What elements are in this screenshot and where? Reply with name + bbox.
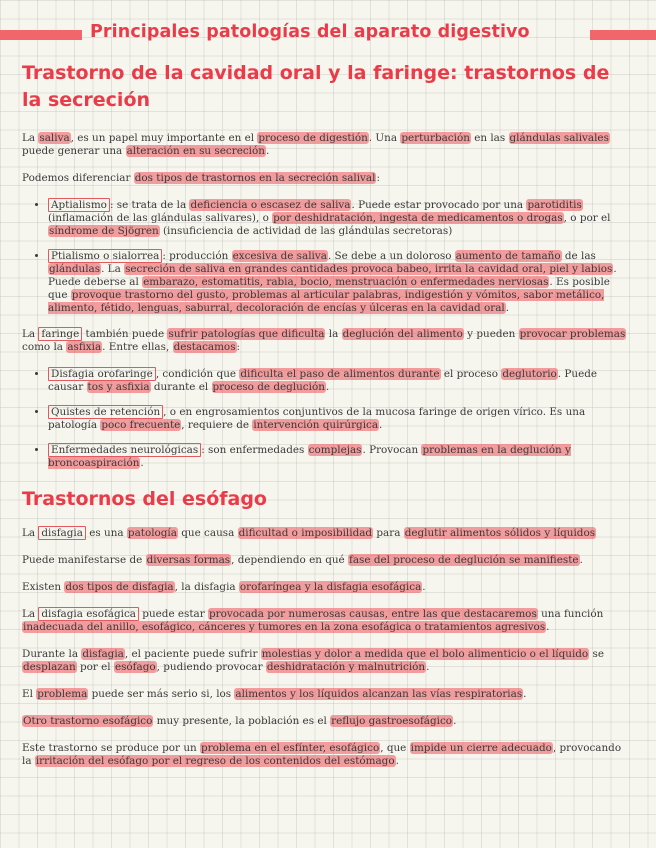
text: , dependiendo en qué [231,554,349,566]
text: puede estar [139,608,209,620]
highlight: deglutir alimentos sólidos y líquidos [404,527,596,539]
highlight: deshidratación y malnutrición [266,661,426,673]
highlight: orofaríngea y la disfagia esofágica [239,581,422,593]
text: , condición que [155,368,240,380]
highlight: sufrir patologías que dificulta [168,328,325,340]
boxed-term: disfagia esofágica [38,607,139,621]
highlight: provoque trastorno del gusto, problemas al articular palabras, indigestión y vómitos, sabor metálico, alimento, fétido, lenguas, saburral, decoloración de encías y úlceras en la cavidad oral [48,289,605,314]
highlight: intervención quirúrgica [253,419,379,431]
text: una función [537,608,604,620]
text: por el [76,661,114,673]
list-item-neurologicas [48,444,630,470]
highlight: problema [37,688,88,700]
highlight: parotiditis [527,199,582,211]
highlight: proceso de deglución [212,381,325,393]
text: . Se debe a un doloroso [327,250,455,262]
text: puede generar una [22,145,126,157]
text: , que [380,742,410,754]
text: para [373,527,404,539]
highlight: dos tipos de trastornos en la secreción salival [134,172,376,184]
boxed-term: Quistes de retención [48,405,163,419]
text: el proceso [440,368,502,380]
highlight: síndrome de Sjögren [49,225,159,237]
highlight: dos tipos de disfagia [65,581,174,593]
section-heading-esofago: Trastornos del esófago [22,488,267,510]
text: , requiere de [181,419,253,431]
text: : producción [162,250,232,262]
text: . [546,621,550,633]
boxed-term: Disfagia orofaringe [48,367,156,381]
highlight: por deshidratación, ingesta de medicamentos o drogas [273,212,563,224]
highlight: dificultad o imposibilidad [238,527,373,539]
highlight: alteración en su secreción [126,145,265,157]
highlight: provocada por numerosas causas, entre las que destacaremos [209,608,537,620]
highlight: poco frecuente [101,419,181,431]
text: durante el [150,381,212,393]
text: también puede [82,328,168,340]
text: . [325,381,330,393]
highlight: deglutorio [502,368,557,380]
text: : se trata de la [109,199,190,211]
highlight: molestias y dolor a medida que el bolo alimenticio o el líquido [261,648,589,660]
document-body [22,60,630,782]
highlight: alimentos y los líquidos alcanzan las vías respiratorias [235,688,523,700]
paragraph-types [22,172,630,185]
paragraph-problema [22,688,630,701]
text: . [140,457,144,469]
highlight: dificulta el paso de alimentos durante [240,368,440,380]
highlight: patología [127,527,177,539]
paragraph-reflujo [22,715,630,728]
highlight: glándulas salivales [509,132,609,144]
highlight: disfagia [82,648,124,660]
paragraph-sintomas [22,648,630,674]
text: en las [470,132,509,144]
text: , la disfagia [174,581,239,593]
pharynx-disorders-list [22,368,630,470]
text: : [236,341,241,353]
section-heading-oral: Trastorno de la cavidad oral y la faringe: trastornos de la secreción [22,62,610,111]
text: y pueden [463,328,519,340]
paragraph-esfinter [22,742,630,768]
highlight: destacamos [173,341,236,353]
text: . [379,419,383,431]
highlight: fase del proceso de deglución se manifieste [349,554,579,566]
text: . [426,661,430,673]
text: La [22,608,39,620]
highlight: tos y asfixia [87,381,150,393]
text: que causa [177,527,238,539]
page-title: Principales patologías del aparato digestivo [90,22,530,42]
text: . [505,302,510,314]
text: , provocando la [22,742,622,767]
text: (inflamación de las glándulas salivares), o [48,212,273,224]
text: . La [101,263,125,275]
text: . [422,581,426,593]
highlight: excesiva de saliva [232,250,327,262]
text: (insuficiencia de actividad de las glándulas secretoras) [159,225,453,237]
text: . [523,688,527,700]
highlight: provocar problemas [519,328,626,340]
text: : [376,172,380,184]
highlight: irritación del esófago por el regreso de los contenidos del estómago [35,755,395,767]
title-decoration-right [590,30,656,40]
text: se [589,648,604,660]
secretion-disorders-list [22,199,630,315]
text: La [22,328,39,340]
title-decoration-left [0,30,82,40]
paragraph-saliva [22,132,630,158]
highlight: saliva [39,132,70,144]
highlight: glándulas [49,263,101,275]
text: . [579,554,583,566]
text: , es un papel muy importante en el [70,132,258,144]
text: Durante la [22,648,82,660]
highlight: desplazan [23,661,76,673]
boxed-term: disfagia [38,526,86,540]
text: es una [85,527,127,539]
highlight: aumento de tamaño [455,250,561,262]
highlight: deglución del alimento [342,328,463,340]
text: La [22,132,39,144]
text: , o en engrosamientos conjuntivos de la mucosa faringe de origen vírico. Es una patología [48,406,586,431]
text: : son enfermedades [201,444,308,456]
text: . [265,145,270,157]
highlight: secreción de saliva en grandes cantidades provoca babeo, irrita la cavidad oral, piel y labios [125,263,613,275]
highlight: impide un cierre adecuado [410,742,552,754]
text: la [325,328,342,340]
text: Este trastorno se produce por un [22,742,201,754]
highlight: asfixia [67,341,102,353]
paragraph-faringe [22,328,630,354]
text: , pudiendo provocar [156,661,266,673]
text: . Provocan [362,444,422,456]
highlight: perturbación [401,132,470,144]
highlight: reflujo gastroesofágico [331,715,453,727]
text: . Puede deberse al [48,263,617,288]
paragraph-formas [22,554,630,567]
highlight: esófago [114,661,156,673]
highlight: problema en el esfínter, esofágico [201,742,380,754]
boxed-term: Aptialismo [48,198,110,212]
list-item-aptialismo [48,199,630,238]
text: . Una [368,132,401,144]
boxed-term: Enfermedades neurológicas [48,443,201,457]
text: Puede manifestarse de [22,554,146,566]
text: Podemos diferenciar [22,172,134,184]
text: de las [561,250,596,262]
text: . Puede causar [48,368,598,393]
paragraph-disfagia [22,527,630,540]
text: . [395,755,399,767]
highlight: problemas en la deglución y broncoaspiración [48,444,571,469]
text: El [22,688,37,700]
list-item-ptialismo [48,250,630,315]
text: , el paciente puede sufrir [124,648,261,660]
text: . Entre ellas, [102,341,173,353]
text: muy presente, la población es el [153,715,331,727]
highlight: deficiencia o escasez de saliva [190,199,351,211]
text: . Puede estar provocado por una [351,199,527,211]
title-bar [0,22,656,48]
highlight: diversas formas [146,554,231,566]
text: . [453,715,457,727]
boxed-term: faringe [38,327,82,341]
paragraph-tipos-disfagia [22,581,630,594]
boxed-term: Ptialismo o sialorrea [48,249,162,263]
highlight: proceso de digestión [258,132,368,144]
list-item-quistes [48,406,630,432]
text: como la [22,341,67,353]
text: , o por el [563,212,611,224]
text: Existen [22,581,65,593]
text: puede ser más serio si, los [88,688,235,700]
highlight: complejas [308,444,362,456]
paragraph-disfagia-esofagica [22,608,630,634]
highlight: inadecuada del anillo, esofágico, cánceres y tumores en la zona esofágica o tratamientos agresivos [23,621,546,633]
list-item-disfagia-orofaringe [48,368,630,394]
text: La [22,527,39,539]
highlight: Otro trastorno esofágico [23,715,153,727]
highlight: embarazo, estomatitis, rabia, bocio, menstruación o enfermedades nerviosas [143,276,549,288]
text: . Es posible que [48,276,610,301]
